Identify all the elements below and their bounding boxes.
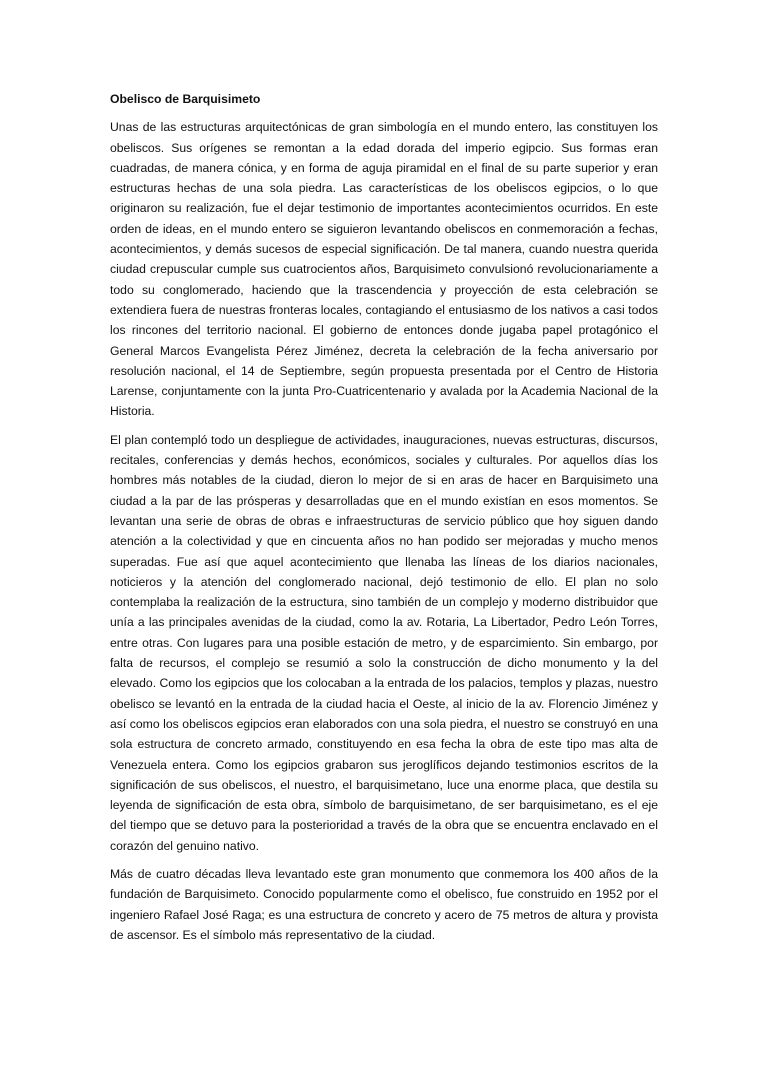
document-page — [110, 89, 658, 953]
paragraph-1: Unas de las estructuras arquitectónicas de gran simbología en el mundo entero, las constituyen los obeliscos. Sus orígenes se remontan a la edad dorada del imperio egipcio. Sus formas eran cuadradas, de manera cónica, y en forma de aguja piramidal en el final de su parte superior y eran estructuras hechas de una sola piedra. Las características de los obeliscos egipcios, o lo que originaron su realización, fue el dejar testimonio de importantes acontecimientos ocurridos. En este orden de ideas, en el mundo entero se siguieron levantando obeliscos en conmemoración a fechas, acontecimientos, y demás sucesos de especial significación. De tal manera, cuando nuestra querida ciudad crepuscular cumple sus cuatrocientos años, Barquisimeto convulsionó revolucionariamente a todo su conglomerado, haciendo que la trascendencia y proyección de esta celebración se extendiera fuera de nuestras fronteras locales, contagiando el entusiasmo de los nativos a casi todos los rincones del territorio nacional. El gobierno de entonces donde jugaba papel protagónico el General Marcos Evangelista Pérez Jiménez, decreta la celebración de la fecha aniversario por resolución nacional, el 14 de Septiembre, según propuesta presentada por el Centro de Historia Larense, conjuntamente con la junta Pro-Cuatricentenario y avalada por la Academia Nacional de la Historia. — [110, 120, 658, 419]
paragraph-2: El plan contempló todo un despliegue de actividades, inauguraciones, nuevas estructuras, discursos, recitales, conferencias y demás hechos, económicos, sociales y culturales. Por aquellos días los hombres más notables de la ciudad, dieron lo mejor de si en aras de hacer en Barquisimeto una ciudad a la par de las prósperas y desarrolladas que en el mundo existían en esos momentos. Se levantan una serie de obras de obras e infraestructuras de servicio público que hoy siguen dando atención a la colectividad y que en cincuenta años no han podido ser mejoradas y mucho menos superadas. Fue así que aquel acontecimiento que llenaba las líneas de los diarios nacionales, noticieros y la atención del conglomerado nacional, dejó testimonio de ello. El plan no solo contemplaba la realización de la estructura, sino también de un complejo y moderno distribuidor que unía a las principales avenidas de la ciudad, como la av. Rotaria, La Libertador, Pedro León Torres, entre otras. Con lugares para una posible estación de metro, y de esparcimiento. Sin embargo, por falta de recursos, el complejo se resumió a solo la construcción de dicho monumento y la del elevado. Como los egipcios que los colocaban a la entrada de los palacios, templos y plazas, nuestro obelisco se levantó en la entrada de la ciudad hacia el Oeste, al inicio de la av. Florencio Jiménez y así como los obeliscos egipcios eran elaborados con una sola piedra, el nuestro se construyó en una sola estructura de concreto armado, constituyendo en esa fecha la obra de este tipo mas alta de Venezuela entera. Como los egipcios grabaron sus jeroglíficos dejando testimonios escritos de la significación de sus obeliscos, el nuestro, el barquisimetano, luce una enorme placa, que destila su leyenda de significación de esta obra, símbolo de barquisimetano, de ser barquisimetano, es el eje del tiempo que se detuvo para la posterioridad a través de la obra que se encuentra enclavado en el corazón del genuino nativo. — [110, 432, 658, 853]
document-title: Obelisco de Barquisimeto — [110, 92, 261, 106]
paragraph-3: Más de cuatro décadas lleva levantado este gran monumento que conmemora los 400 años de la fundación de Barquisimeto. Conocido popularmente como el obelisco, fue construido en 1952 por el ingeniero Rafael José Raga; es una estructura de concreto y acero de 75 metros de altura y provista de ascensor. Es el símbolo más representativo de la ciudad. — [110, 866, 658, 942]
